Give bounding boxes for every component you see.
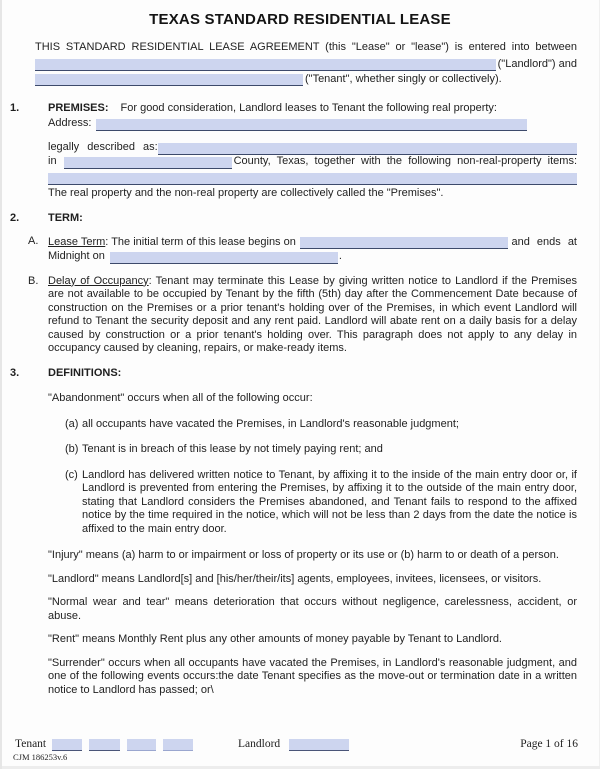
- item-b-label: (b): [65, 443, 79, 456]
- definitions-heading: DEFINITIONS:: [48, 366, 122, 379]
- document-id: CJM 186253v.6: [13, 752, 68, 762]
- lease-term-period: .: [338, 250, 342, 263]
- intro-line3: [35, 71, 577, 86]
- landlord-initials-field[interactable]: [289, 739, 349, 751]
- clause-b-label: B.: [28, 274, 39, 287]
- lease-begin-date-field[interactable]: [300, 237, 508, 249]
- in-label: in: [48, 155, 57, 167]
- tenant-initials-field-1[interactable]: [52, 739, 82, 751]
- tenant-initials-field-2[interactable]: [89, 739, 120, 751]
- lease-term-label: Lease Term: [48, 235, 106, 248]
- definition-surrender: "Surrender" occurs when all occupants have vacated the Premises, in Landlord's reasonable judgment, and one of the following events occurs:the date Tenant specifies as the move-out or termination date in a written notice to Landlord has passed; or\: [48, 656, 577, 696]
- legal-description-line: [48, 141, 577, 155]
- tenant-name-field[interactable]: [35, 74, 303, 86]
- address-label: Address:: [48, 117, 92, 129]
- lease-term-line1: [48, 235, 577, 250]
- footer-landlord-label: Landlord: [238, 738, 281, 750]
- footer-tenant-label: Tenant: [15, 738, 47, 750]
- section-1-number: 1.: [10, 102, 20, 114]
- non-real-property-items-field[interactable]: [48, 173, 577, 185]
- page-number: Page 1 of 16: [520, 738, 578, 750]
- legal-description-label: legally described as:: [48, 141, 158, 153]
- section-3-number: 3.: [10, 366, 20, 379]
- lease-term-text1: : The initial term of this lease begins on: [105, 235, 296, 248]
- tenant-suffix-label: ("Tenant", whether singly or collectively).: [305, 72, 502, 85]
- abandonment-item-a: [65, 417, 577, 432]
- tenant-initials-field-4[interactable]: [163, 739, 193, 751]
- landlord-suffix-label: ("Landlord") and: [497, 57, 577, 70]
- section-premises: [10, 102, 577, 200]
- item-c-text: Landlord has delivered written notice to Tenant, by affixing it to the inside of the main entry door or, if Landlord is prevented from entering the Premises, by affixing it to the outside of the main entry door, stating that Landlord considers the Premises abandoned, and Tenant fails to respond to the affixed notice by the time required in the notice, which will not be less than 2 days from the date the notice is affixed to the main entry door.: [82, 468, 577, 535]
- delay-of-occupancy-label: Delay of Occupancy: [48, 274, 149, 287]
- intro-paragraph: [35, 41, 577, 86]
- legal-description-field[interactable]: [158, 143, 577, 155]
- clause-delay-of-occupancy: [28, 274, 578, 356]
- section-definitions: [10, 366, 577, 381]
- county-field[interactable]: [64, 157, 232, 169]
- lease-term-text2: and ends at: [511, 235, 577, 248]
- premises-lead-text: For good consideration, Landlord leases to Tenant the following real property:: [120, 102, 497, 114]
- definition-injury: "Injury" means (a) harm to or impairment or loss of property or its use or (b) harm to or death of a person.: [48, 549, 559, 562]
- term-heading: TERM:: [48, 212, 83, 224]
- landlord-name-field[interactable]: [35, 59, 496, 71]
- county-line: [48, 155, 577, 169]
- county-text: County, Texas, together with the following non-real-property items:: [233, 155, 577, 167]
- clause-lease-term: [28, 234, 577, 264]
- tenant-initials-field-3[interactable]: [127, 739, 156, 751]
- premises-closing-text: The real property and the non-real property are collectively called the "Premises".: [48, 186, 444, 199]
- abandonment-intro-text: "Abandonment" occurs when all of the following occur:: [48, 392, 313, 405]
- intro-line1: THIS STANDARD RESIDENTIAL LEASE AGREEMENT (this "Lease" or "lease") is entered into between: [35, 41, 577, 53]
- item-c-label: (c): [65, 468, 78, 481]
- lease-term-line2: [48, 249, 577, 264]
- premises-heading-line: [48, 102, 577, 116]
- abandonment-item-c: [65, 468, 577, 537]
- intro-line2: [35, 56, 577, 71]
- address-line: [48, 117, 527, 131]
- definition-landlord: "Landlord" means Landlord[s] and [his/her/their/its] agents, employees, invitees, licensees, or visitors.: [48, 572, 542, 585]
- page-footer: [0, 735, 600, 769]
- definition-normal-wear: "Normal wear and tear" means deterioration that occurs without negligence, carelessness, accident, or abuse.: [48, 596, 577, 622]
- address-field[interactable]: [96, 119, 527, 131]
- section-2-number: 2.: [10, 212, 20, 224]
- delay-of-occupancy-text: : Tenant may terminate this Lease by giving written notice to Landlord if the Premises are not available to be occupied by Tenant by the fifth (5th) day after the Commencement Date because of construction on the Premises or a prior tenant's holding over of the Premises, in which event Landlord will refund to Tenant the security deposit and any rent paid. Landlord will abate rent on a daily basis for a delay caused by construction or a prior tenant's holding over. This paragraph does not apply to any delay in occupancy caused by cleaning, repairs, or make-ready items.: [48, 274, 578, 355]
- lease-end-date-field[interactable]: [110, 252, 338, 264]
- section-term: [10, 212, 577, 226]
- lease-term-text3: Midnight on: [48, 250, 105, 263]
- abandonment-item-b: [65, 443, 577, 457]
- non-real-property-line: [48, 172, 577, 185]
- item-b-text: Tenant is in breach of this lease by not timely paying rent; and: [82, 443, 383, 456]
- definition-rent: "Rent" means Monthly Rent plus any other amounts of money payable by Tenant to Landlord.: [48, 633, 502, 646]
- clause-a-label: A.: [28, 234, 39, 247]
- item-a-label: (a): [65, 417, 79, 430]
- item-a-text: all occupants have vacated the Premises, in Landlord's reasonable judgment;: [82, 417, 459, 430]
- page-title: TEXAS STANDARD RESIDENTIAL LEASE: [149, 11, 451, 28]
- premises-heading: PREMISES:: [48, 102, 109, 114]
